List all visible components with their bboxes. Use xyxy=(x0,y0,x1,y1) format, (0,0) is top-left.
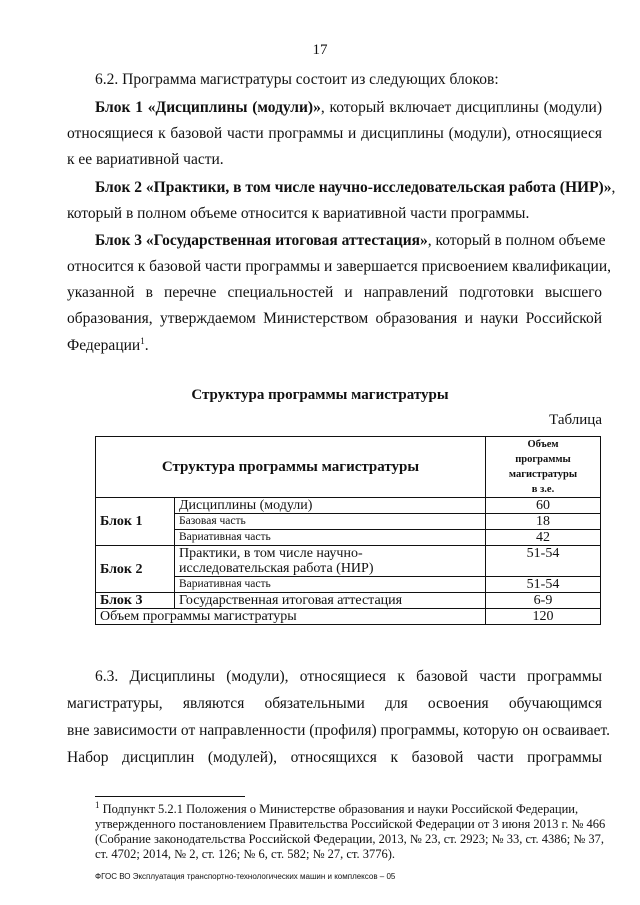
section63-line3: вне зависимости от направленности (профиля) программы, которую он осваивает. xyxy=(67,722,610,739)
row-value: 60 xyxy=(486,498,601,514)
header-volume-l1: Объем xyxy=(527,439,559,450)
block-cell: Блок 3 xyxy=(96,593,175,609)
table-row xyxy=(96,546,601,577)
table-row xyxy=(96,498,601,514)
table-label: Таблица xyxy=(549,412,602,428)
block2-text: , xyxy=(611,179,616,196)
footnote-line2: утвержденного постановлением Правительства Российской Федерации от 3 июня 2013 г. № 466 xyxy=(95,817,606,831)
block3-line1 xyxy=(95,231,606,251)
footnote-line1 xyxy=(95,799,602,817)
section63-line1: 6.3. Дисциплины (модули), относящиеся к базовой части программы xyxy=(95,668,602,685)
block-cell: Блок 2 xyxy=(96,546,175,593)
footnote-line3: (Собрание законодательства Российской Федерации, 2013, № 23, ст. 2923; № 33, ст. 4386; № 37, xyxy=(95,832,605,846)
block1-line3: к ее вариативной части. xyxy=(67,151,224,168)
row-value: 6-9 xyxy=(486,593,601,609)
block3-line4: образования, утверждаемом Министерством образования и науки Российской xyxy=(67,310,602,327)
footnote-line4: ст. 4702; 2014, № 2, ст. 126; № 6, ст. 582; № 27, ст. 3776). xyxy=(95,847,396,861)
block2-line2: который в полном объеме относится к вариативной части программы. xyxy=(67,205,530,222)
footnote-marker: 1 xyxy=(140,335,145,346)
program-structure-table xyxy=(95,436,601,625)
block3-line5-text: Федерации xyxy=(67,337,141,354)
row-name: Дисциплины (модули) xyxy=(175,498,486,514)
block2-title: Блок 2 «Практики, в том числе научно-исследовательская работа (НИР)» xyxy=(95,179,612,196)
table-title: Структура программы магистратуры xyxy=(191,387,449,403)
row-name: Вариативная часть xyxy=(175,530,486,546)
header-structure: Структура программы магистратуры xyxy=(96,437,486,498)
row-name: Базовая часть xyxy=(175,514,486,530)
row-name: Государственная итоговая аттестация xyxy=(175,593,486,609)
total-label: Объем программы магистратуры xyxy=(96,609,486,625)
row-name: Вариативная часть xyxy=(175,577,486,593)
block3-title: Блок 3 «Государственная итоговая аттестация» xyxy=(95,232,428,249)
row-value: 42 xyxy=(486,530,601,546)
row-name xyxy=(175,546,486,577)
header-volume-l4: в з.е. xyxy=(531,484,555,495)
row-name-l2: исследовательская работа (НИР) xyxy=(179,561,374,576)
block2-line1 xyxy=(95,178,616,198)
section63-line4: Набор дисциплин (модулей), относящихся к базовой части программы xyxy=(67,749,602,766)
row-value: 51-54 xyxy=(486,577,601,593)
page-number: 17 xyxy=(312,42,328,58)
block1-text: , который включает дисциплины (модули) xyxy=(320,99,602,116)
block3-text: , который в полном объеме xyxy=(427,232,606,249)
block3-line5-end: . xyxy=(144,337,149,354)
block1-title: Блок 1 «Дисциплины (модули)» xyxy=(95,99,321,116)
table-header-row xyxy=(96,437,601,498)
block-cell: Блок 1 xyxy=(96,498,175,546)
row-name-l1: Практики, в том числе научно- xyxy=(179,546,363,561)
header-volume xyxy=(486,437,601,498)
section63-line2: магистратуры, являются обязательными для освоения обучающимся xyxy=(67,695,602,712)
row-value: 18 xyxy=(486,514,601,530)
block1-line2: относящиеся к базовой части программы и дисциплины (модули), относящиеся xyxy=(67,125,602,142)
intro-line: 6.2. Программа магистратуры состоит из следующих блоков: xyxy=(95,71,499,88)
block3-line3: указанной в перечне специальностей и направлений подготовки высшего xyxy=(67,284,602,301)
row-value: 51-54 xyxy=(486,546,601,577)
header-volume-l2: программы xyxy=(515,454,571,465)
header-volume-l3: магистратуры xyxy=(508,469,578,480)
block1-line1 xyxy=(95,98,602,118)
block3-line5 xyxy=(67,336,574,356)
block3-line2: относится к базовой части программы и завершается присвоением квалификации, xyxy=(67,258,611,275)
footnote-text1: Подпункт 5.2.1 Положения о Министерстве образования и науки Российской Федерации, xyxy=(99,802,579,816)
document-footer: ФГОС ВО Эксплуатация транспортно-технологических машин и комплексов – 05 xyxy=(95,872,396,881)
footnote-number: 1 xyxy=(95,799,100,810)
table-total-row xyxy=(96,609,601,625)
total-value: 120 xyxy=(486,609,601,625)
table-row xyxy=(96,593,601,609)
footnote-divider xyxy=(95,796,245,797)
